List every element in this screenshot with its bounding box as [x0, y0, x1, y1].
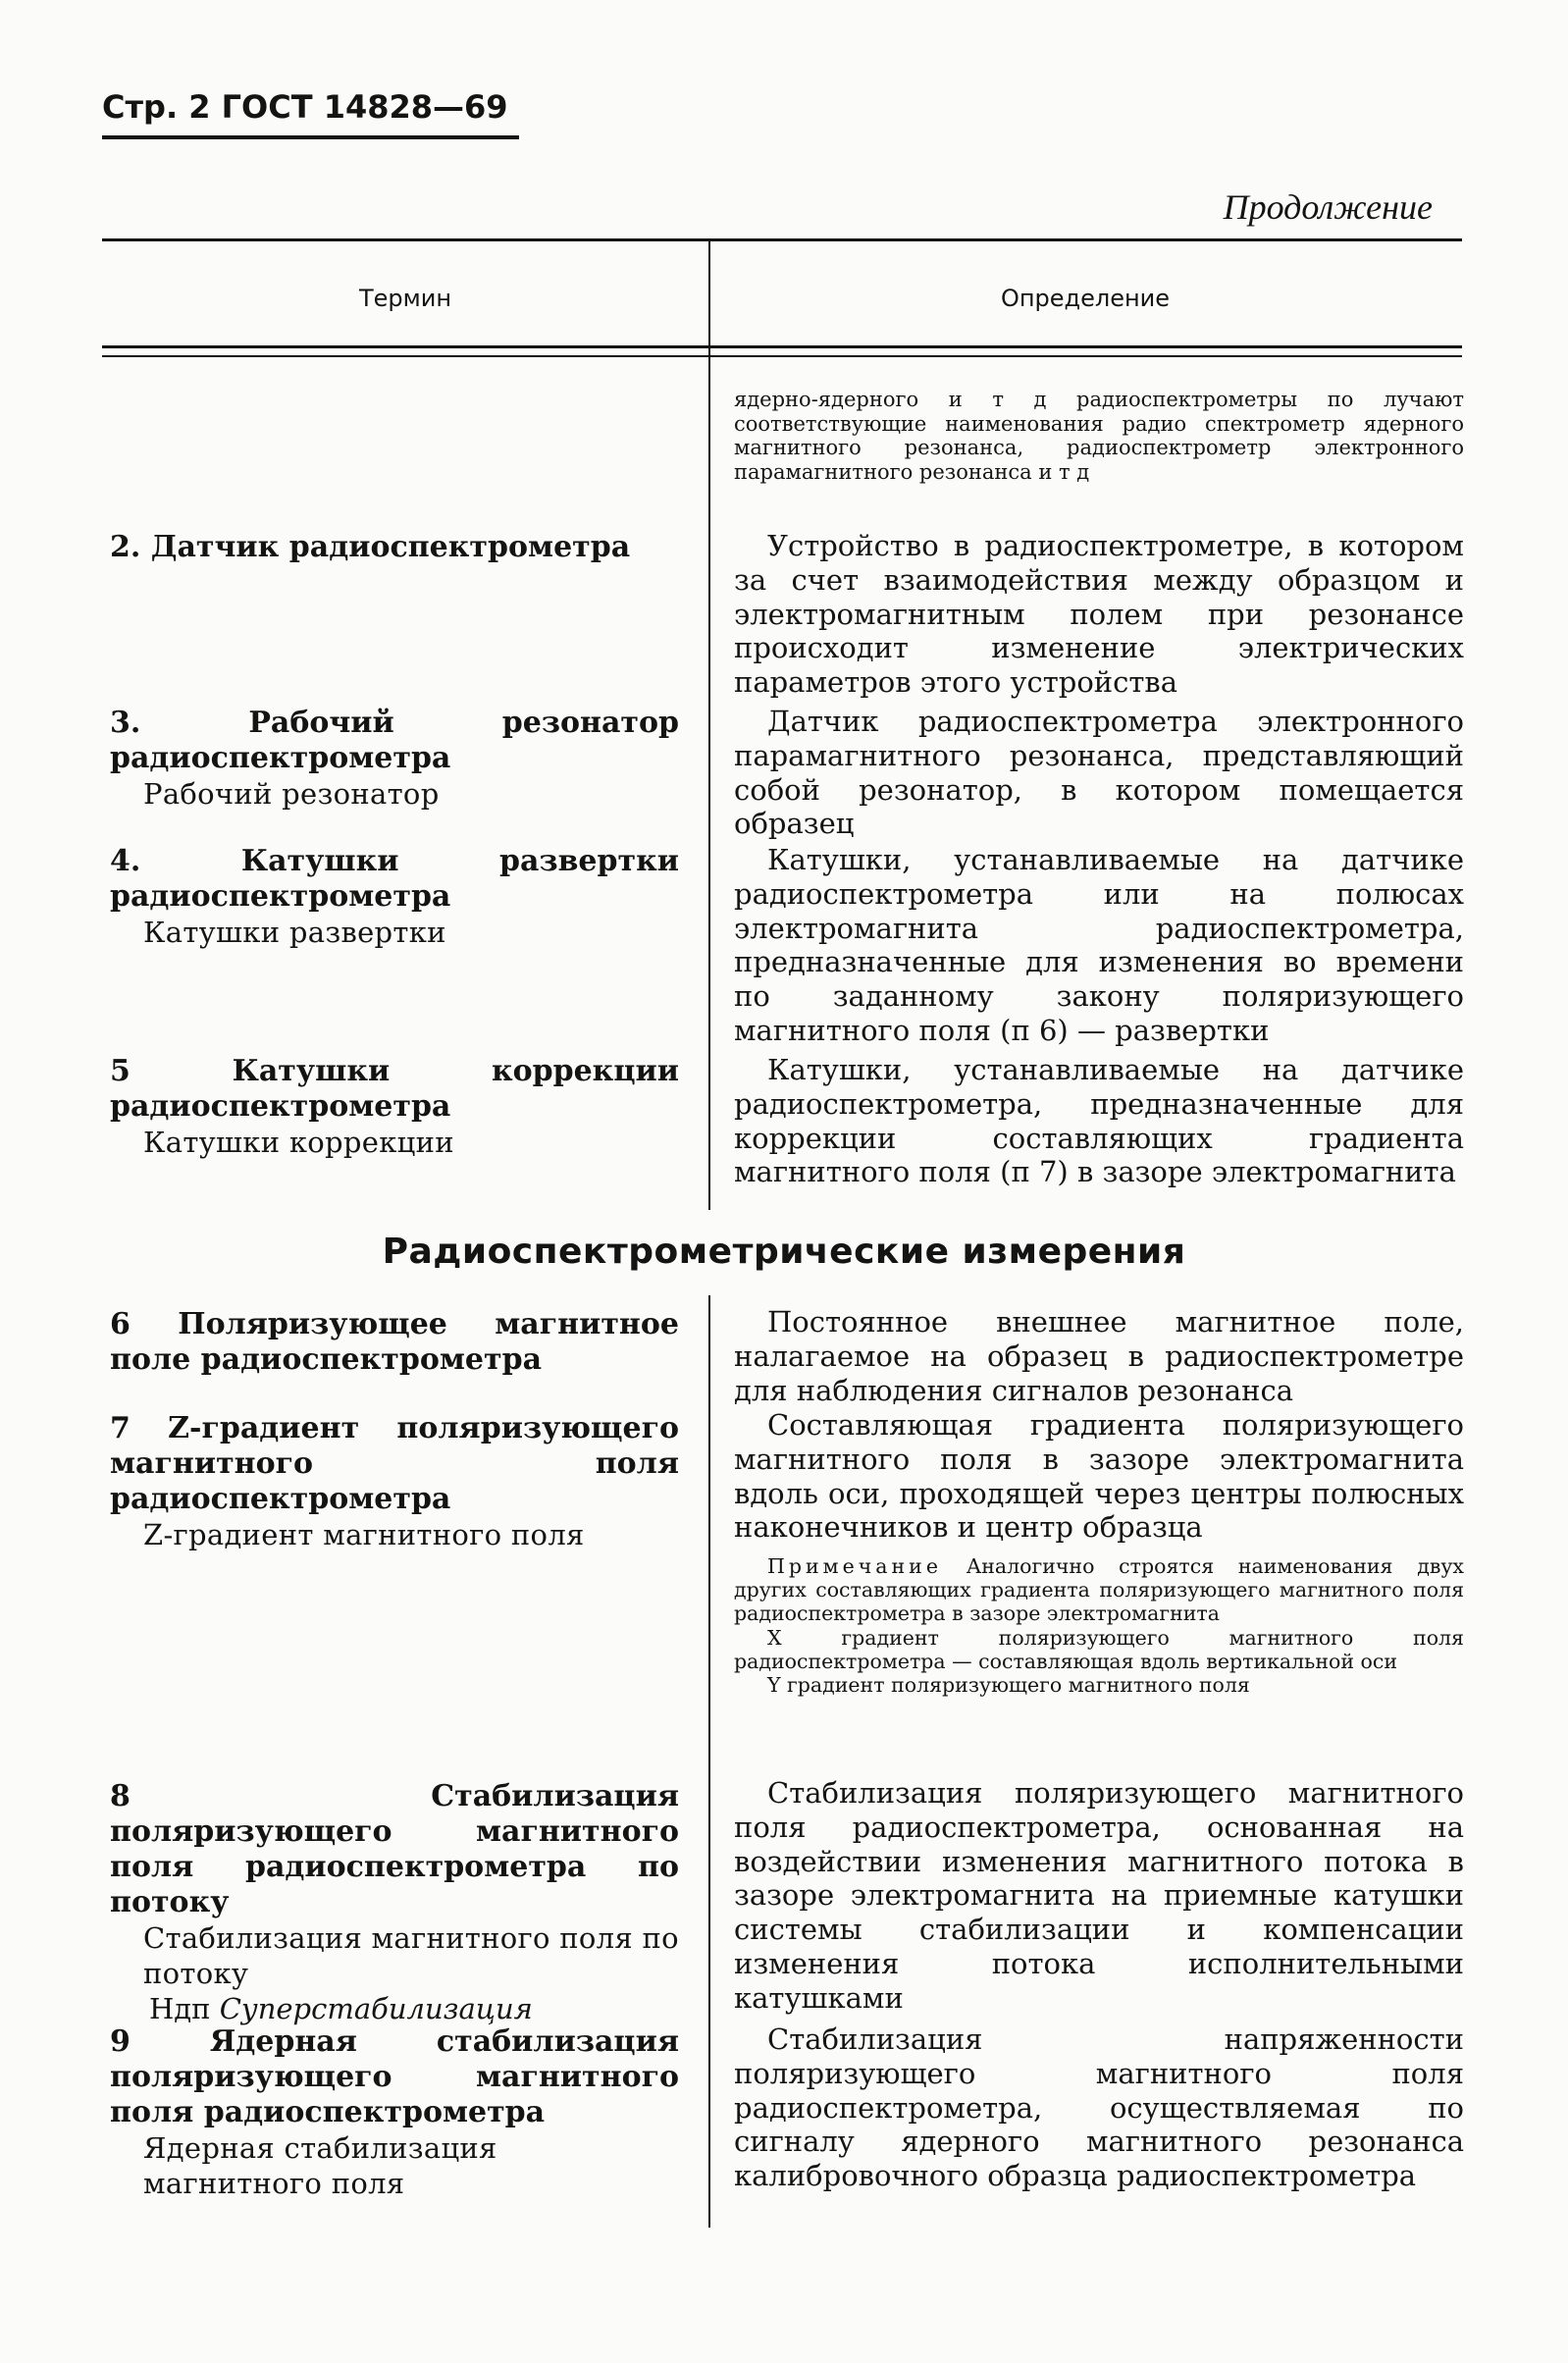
term-short-form: Катушки коррекции	[143, 1126, 454, 1159]
term-name: 7 Z-градиент поляризующего магнитного поля радиоспектрометра	[110, 1411, 679, 1516]
definition-6: Постоянное внешнее магнитное поле, налагаемое на образец в радиоспектрометре для наблюдения сигналов резонанса	[734, 1305, 1464, 1407]
note-7	[734, 1554, 1464, 1697]
carryover-definition: ядерно-ядерного и т д радиоспектрометры по лучают соответствующие наименования радио спектрометр ядерного магнитного резонанса, радиоспектрометр электронного парамагнитного резонанса и т д	[734, 388, 1464, 484]
note-y-gradient: Y градиент поляризующего магнитного поля	[767, 1673, 1250, 1698]
term-entry-3	[110, 706, 679, 812]
term-entry-8	[110, 1779, 679, 2026]
term-entry-4	[110, 844, 679, 950]
column-header-term: Термин	[358, 285, 452, 312]
definition-4: Катушки, устанавливаемые на датчике радиоспектрометра или на полюсах электромагнита радиоспектрометра, предназначенные для изменения во времени по заданному закону поляризующего магнитного поля (п 6) — развертки	[734, 843, 1464, 1047]
term-name: 6 Поляризующее магнитное поле радиоспектрометра	[110, 1307, 679, 1377]
note-label: Примечание	[767, 1554, 942, 1578]
definition-3: Датчик радиоспектрометра электронного парамагнитного резонанса, представляющий собой резонатор, в котором помещается образец	[734, 705, 1464, 841]
term-short-form: Стабилизация магнитного поля по потоку	[143, 1921, 679, 1990]
note-text: Аналогично строятся наименования двух других составляющих градиента поляризующего магнитного поля радиоспектрометра в зазоре электромагнита	[734, 1554, 1464, 1626]
term-short-form: Рабочий резонатор	[143, 777, 440, 811]
term-name: 5 Катушки коррекции радиоспектрометра	[110, 1054, 679, 1124]
term-entry-6	[110, 1307, 679, 1378]
term-entry-9	[110, 2024, 679, 2201]
column-divider	[708, 238, 710, 1210]
continuation-label: Продолжение	[1223, 187, 1433, 227]
table-header-rule	[102, 345, 1462, 357]
column-header-definition: Определение	[1000, 285, 1171, 312]
page-header: Стр. 2 ГОСТ 14828—69	[102, 88, 519, 139]
note-x-gradient: X градиент поляризующего магнитного поля радиоспектрометра — составляющая вдоль вертикальной оси	[734, 1625, 1464, 1673]
section-title: Радиоспектрометрические измерения	[382, 1232, 1186, 1272]
column-divider	[708, 1295, 710, 2228]
deprecated-term	[110, 1991, 679, 2026]
term-short-form: Ядерная стабилизация магнитного поля	[143, 2131, 497, 2200]
term-name: 9 Ядерная стабилизация поляризующего магнитного поля радиоспектрометра	[110, 2024, 679, 2129]
table-top-rule	[102, 238, 1462, 241]
term-name: 3. Рабочий резонатор радиоспектрометра	[110, 706, 679, 775]
term-name: 2. Датчик радиоспектрометра	[110, 530, 631, 564]
definition-7: Составляющая градиента поляризующего магнитного поля в зазоре электромагнита вдоль оси, проходящей через центры полюсных наконечников и центр образца	[734, 1408, 1464, 1545]
ndp-term: Суперстабилизация	[219, 1992, 533, 2025]
definition-2: Устройство в радиоспектрометре, в котором за счет взаимодействия между образцом и электромагнитным полем при резонансе происходит изменение электрических параметров этого устройства	[734, 529, 1464, 700]
term-entry-7	[110, 1411, 679, 1552]
definition-5: Катушки, устанавливаемые на датчике радиоспектрометра, предназначенные для коррекции составляющих градиента магнитного поля (п 7) в зазоре электромагнита	[734, 1053, 1464, 1189]
definition-9: Стабилизация напряженности поляризующего магнитного поля радиоспектрометра, осуществляемая по сигналу ядерного магнитного резонанса калибровочного образца радиоспектрометра	[734, 2022, 1464, 2193]
ndp-label: Ндп	[149, 1992, 211, 2025]
term-entry-5	[110, 1054, 679, 1160]
term-name: 8 Стабилизация поляризующего магнитного поля радиоспектрометра по потоку	[110, 1779, 679, 1919]
term-short-form: Z-градиент магнитного поля	[143, 1518, 585, 1551]
term-name: 4. Катушки развертки радиоспектрометра	[110, 844, 679, 914]
term-entry-2	[110, 530, 679, 565]
note-paragraph	[734, 1554, 1464, 1626]
term-short-form: Катушки развертки	[143, 916, 446, 949]
definition-8: Стабилизация поляризующего магнитного поля радиоспектрометра, основанная на воздействии изменения магнитного потока в зазоре электромагнита на приемные катушки системы стабилизации и компенсации изменения потока исполнительными катушками	[734, 1776, 1464, 2015]
